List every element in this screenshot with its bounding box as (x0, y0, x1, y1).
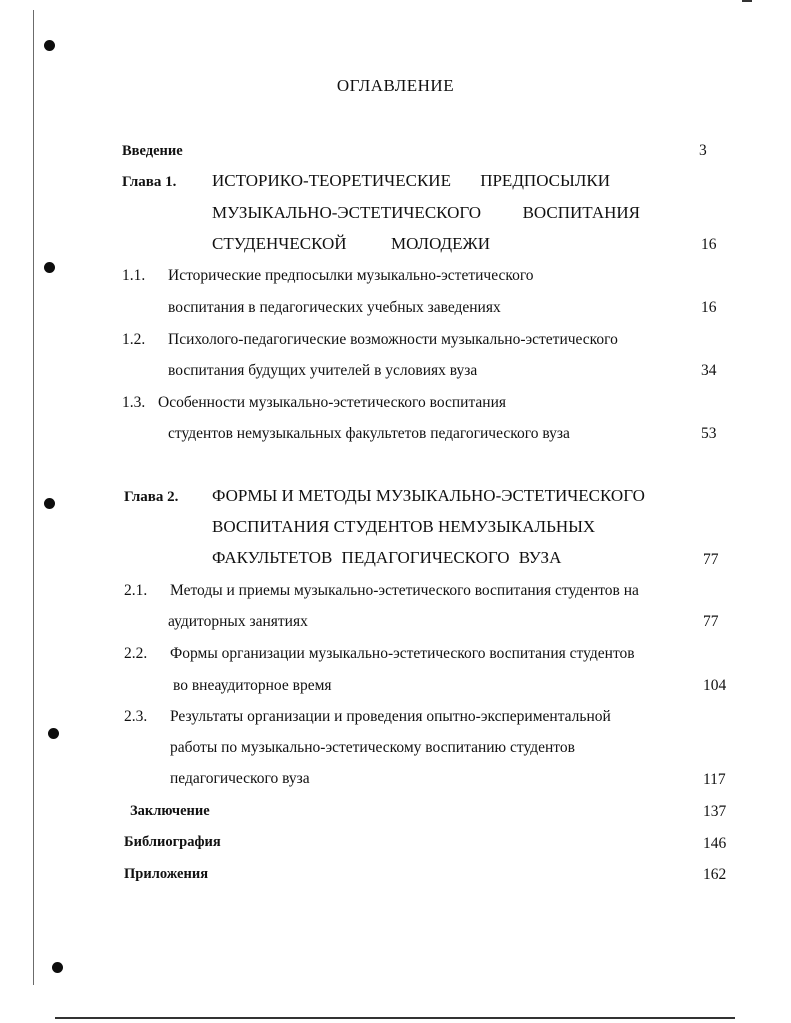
chapter1-title-word: СТУДЕНЧЕСКОЙ (212, 234, 347, 253)
punch-hole-mark (44, 262, 55, 273)
scan-bottom-line (55, 1017, 735, 1019)
section-number: 2.1. (124, 582, 148, 599)
section-title-line: Формы организации музыкально-эстетического воспитания студентов (170, 645, 635, 662)
toc-appendix-label: Приложения (124, 866, 209, 882)
chapter1-title-line2 (212, 203, 640, 223)
chapter1-title-word: МОЛОДЕЖИ (391, 234, 490, 253)
section-title-line: воспитания будущих учителей в условиях вуза (168, 362, 478, 379)
section-page: 117 (703, 771, 726, 788)
chapter2-label: Глава 2. (124, 489, 179, 505)
punch-hole-mark (48, 728, 59, 739)
chapter1-title-word: ИСТОРИКО-ТЕОРЕТИЧЕСКИЕ (212, 171, 451, 190)
toc-conclusion-page: 137 (703, 803, 727, 820)
toc-intro-page: 3 (699, 142, 707, 159)
chapter2-title-line3: ФАКУЛЬТЕТОВ ПЕДАГОГИЧЕСКОГО ВУЗА (212, 548, 562, 567)
chapter1-title-line3 (212, 234, 490, 254)
section-title-line: во внеаудиторное время (173, 677, 332, 694)
chapter2-title-line1: ФОРМЫ И МЕТОДЫ МУЗЫКАЛЬНО-ЭСТЕТИЧЕСКОГО (212, 486, 645, 505)
section-title-line: Методы и приемы музыкально-эстетического воспитания студентов на (170, 582, 639, 599)
toc-title: ОГЛАВЛЕНИЕ (336, 76, 455, 95)
section-number: 2.2. (124, 645, 148, 662)
chapter2-page: 77 (703, 551, 719, 568)
section-page: 104 (703, 677, 727, 694)
section-number: 1.2. (122, 331, 146, 348)
punch-hole-mark (44, 40, 55, 51)
section-number: 2.3. (124, 708, 148, 725)
section-title-line: Психолого-педагогические возможности музыкально-эстетического (168, 331, 618, 348)
toc-appendix-page: 162 (703, 866, 727, 883)
chapter1-title-word: МУЗЫКАЛЬНО-ЭСТЕТИЧЕСКОГО (212, 203, 482, 222)
section-title-line: аудиторных занятиях (168, 613, 308, 630)
scan-corner-mark (742, 0, 752, 2)
scan-margin-line (33, 10, 34, 985)
toc-bibliography-page: 146 (703, 835, 727, 852)
section-title-line: работы по музыкально-эстетическому воспитанию студентов (170, 739, 575, 756)
section-title-line: Исторические предпосылки музыкально-эстетического (168, 267, 534, 284)
punch-hole-mark (44, 498, 55, 509)
section-page: 53 (701, 425, 717, 442)
section-number: 1.3. (122, 394, 146, 411)
section-page: 16 (701, 299, 717, 316)
chapter2-title-line2: ВОСПИТАНИЯ СТУДЕНТОВ НЕМУЗЫКАЛЬНЫХ (212, 517, 596, 536)
toc-conclusion-label: Заключение (130, 803, 210, 819)
chapter1-title-word: ПРЕДПОСЫЛКИ (480, 171, 610, 190)
chapter1-page: 16 (701, 236, 717, 253)
section-page: 34 (701, 362, 717, 379)
section-title-line: студентов немузыкальных факультетов педагогического вуза (168, 425, 570, 442)
section-title-line: Особенности музыкально-эстетического воспитания (158, 394, 507, 411)
chapter1-title-line1 (212, 171, 610, 191)
chapter1-label: Глава 1. (122, 174, 177, 190)
section-number: 1.1. (122, 267, 146, 284)
punch-hole-mark (52, 962, 63, 973)
section-title-line: Результаты организации и проведения опытно-экспериментальной (170, 708, 611, 725)
section-title-line: воспитания в педагогических учебных заведениях (168, 299, 501, 316)
section-page: 77 (703, 613, 719, 630)
toc-bibliography-label: Библиография (124, 834, 221, 850)
chapter1-title-word: ВОСПИТАНИЯ (522, 203, 640, 222)
section-title-line: педагогического вуза (170, 770, 310, 787)
toc-intro-label: Введение (122, 143, 183, 159)
